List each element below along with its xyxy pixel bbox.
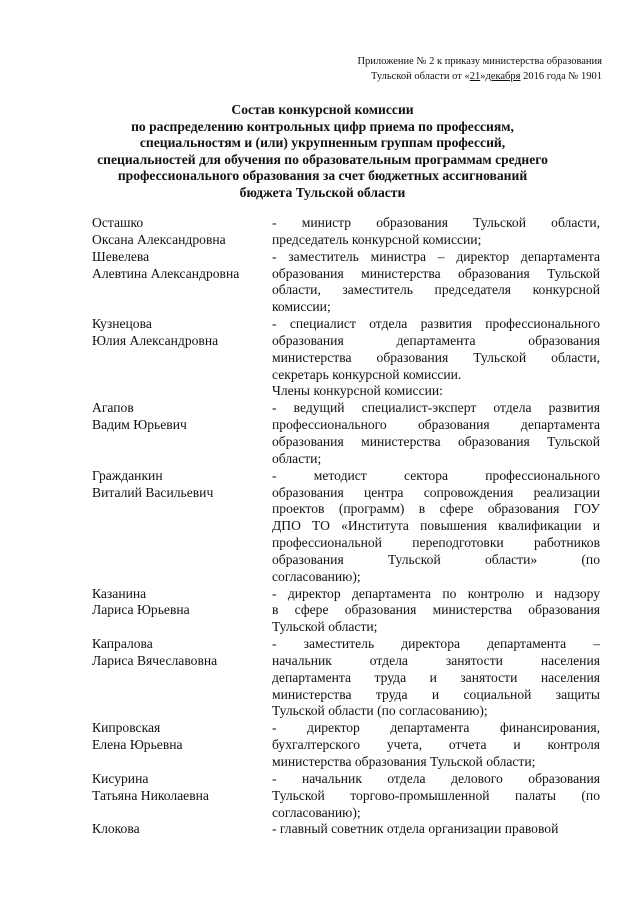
member-surname: Кисурина [92, 770, 149, 786]
member-position [272, 720, 600, 771]
position-line: - начальник отдела делового образования [272, 770, 600, 786]
member-surname: Кузнецова [92, 316, 152, 332]
appendix-date-quote: » [480, 71, 486, 82]
position-line: бухгалтерского учета, отчета и контроля [272, 737, 600, 753]
member-given-names: Виталий Васильевич [92, 484, 214, 500]
member-row [92, 586, 600, 637]
member-name [92, 720, 272, 771]
member-name [92, 468, 272, 586]
member-row [92, 316, 600, 383]
title-line-6: бюджета Тульской области [239, 184, 406, 200]
member-given-names: Алевтина Александровна [92, 265, 240, 281]
position-line: - заместитель министра – директор департамента [272, 248, 600, 264]
position-line: - методист сектора профессионального [272, 467, 600, 483]
appendix-note [302, 54, 602, 84]
member-name [92, 771, 272, 822]
member-row [92, 821, 600, 838]
member-row [92, 771, 600, 822]
position-line: - ведущий специалист-эксперт отдела развития [272, 400, 600, 416]
title-line-5: профессионального образования за счет бюджетных ассигнований [117, 168, 528, 184]
member-given-names: Елена Юрьевна [92, 737, 183, 753]
member-row [92, 249, 600, 316]
member-name [92, 249, 272, 316]
member-surname: Гражданкин [92, 467, 163, 483]
member-position [272, 215, 600, 249]
position-line: - министр образования Тульской области, [272, 215, 600, 230]
member-surname: Кипровская [92, 720, 161, 736]
member-position [272, 586, 600, 637]
appendix-note-line-1: Приложение № 2 к приказу министерства образования [357, 56, 602, 67]
member-row [92, 468, 600, 586]
member-name [92, 636, 272, 720]
member-surname: Осташко [92, 215, 144, 230]
commission-roster [92, 215, 600, 838]
member-given-names: Оксана Александровна [92, 231, 226, 247]
position-line: образования департамента образования [272, 332, 600, 348]
member-given-names: Лариса Вячеславовна [92, 652, 218, 668]
member-position [272, 249, 600, 316]
appendix-date-prefix: Тульской области от « [370, 71, 470, 82]
member-given-names: Вадим Юрьевич [92, 417, 187, 433]
member-name [92, 383, 272, 400]
member-row [92, 400, 600, 467]
member-position [272, 636, 600, 720]
member-name [92, 316, 272, 383]
position-line: Тульской торгово-промышленной палаты (по [272, 787, 600, 803]
member-position [272, 400, 600, 467]
member-position [272, 468, 600, 586]
position-line: образования центра сопровождения реализации [272, 484, 600, 500]
position-line: департамента труда и занятости населения [272, 669, 600, 685]
member-surname: Агапов [92, 400, 134, 416]
appendix-date-day: 21 [469, 71, 481, 82]
position-line: согласованию); [272, 804, 361, 820]
position-line: председатель конкурсной комиссии; [272, 231, 482, 247]
position-line: министерства образования Тульской области; [272, 754, 536, 769]
member-surname: Шевелева [92, 248, 150, 264]
member-position [272, 316, 600, 383]
position-line: министерства образования Тульской области, [272, 349, 600, 365]
appendix-note-line-2 [302, 69, 602, 84]
appendix-date-suffix: 2016 года № 1901 [520, 71, 602, 82]
roster-section-heading [92, 383, 600, 400]
position-line: ДПО ТО «Института повышения квалификации и [272, 518, 600, 534]
member-surname: Казанина [92, 585, 147, 601]
position-line: - главный советник отдела организации правовой [272, 821, 559, 837]
member-name [92, 400, 272, 467]
member-surname: Капралова [92, 636, 153, 652]
title-line-4: специальностей для обучения по образовательным программам среднего [97, 151, 548, 167]
member-given-names: Татьяна Николаевна [92, 787, 209, 803]
title-line-1: Состав конкурсной комиссии [231, 102, 414, 117]
document-title [60, 102, 585, 202]
member-position [272, 821, 600, 838]
member-position [272, 771, 600, 822]
position-line: - директор департамента финансирования, [272, 720, 600, 736]
position-line: образования Тульской области» (по [272, 551, 600, 567]
member-name [92, 821, 272, 838]
position-line: начальник отдела занятости населения [272, 652, 600, 668]
position-line: профессиональной переподготовки работников [272, 535, 600, 551]
title-line-3: специальностям и (или) укрупненным группам профессий, [139, 135, 506, 151]
member-given-names: Лариса Юрьевна [92, 602, 190, 618]
position-line: министерства труда и социальной защиты [272, 686, 600, 702]
position-line: проектов (программ) в сфере образования ГОУ [272, 501, 600, 517]
member-row [92, 636, 600, 720]
position-line: образования министерства образования Тульской [272, 433, 600, 449]
position-line: комиссии; [272, 299, 331, 315]
position-line: - директор департамента по контролю и надзору [272, 585, 600, 601]
member-row [92, 215, 600, 249]
position-line: согласованию); [272, 568, 361, 584]
member-name [92, 586, 272, 637]
member-surname: Клокова [92, 821, 140, 837]
title-line-2: по распределению контрольных цифр приема по профессиям, [131, 118, 514, 134]
member-given-names: Юлия Александровна [92, 332, 219, 348]
member-position [272, 383, 600, 400]
position-line: в сфере образования министерства образования [272, 602, 600, 618]
position-line: секретарь конкурсной комиссии. [272, 366, 462, 382]
position-line: Тульской области; [272, 619, 378, 635]
position-line: области; [272, 450, 322, 466]
member-row [92, 720, 600, 771]
position-line: профессионального образования департамента [272, 417, 600, 433]
position-line: Тульской области (по согласованию); [272, 703, 488, 719]
position-line: области, заместитель председателя конкурсной [272, 282, 600, 298]
appendix-date-month: декабря [485, 71, 521, 82]
member-name [92, 215, 272, 249]
position-line: - специалист отдела развития профессионального [272, 316, 600, 332]
position-line: образования министерства образования Тульской [272, 265, 600, 281]
position-line: - заместитель директора департамента – [272, 636, 600, 652]
position-line: Члены конкурсной комиссии: [272, 383, 443, 399]
